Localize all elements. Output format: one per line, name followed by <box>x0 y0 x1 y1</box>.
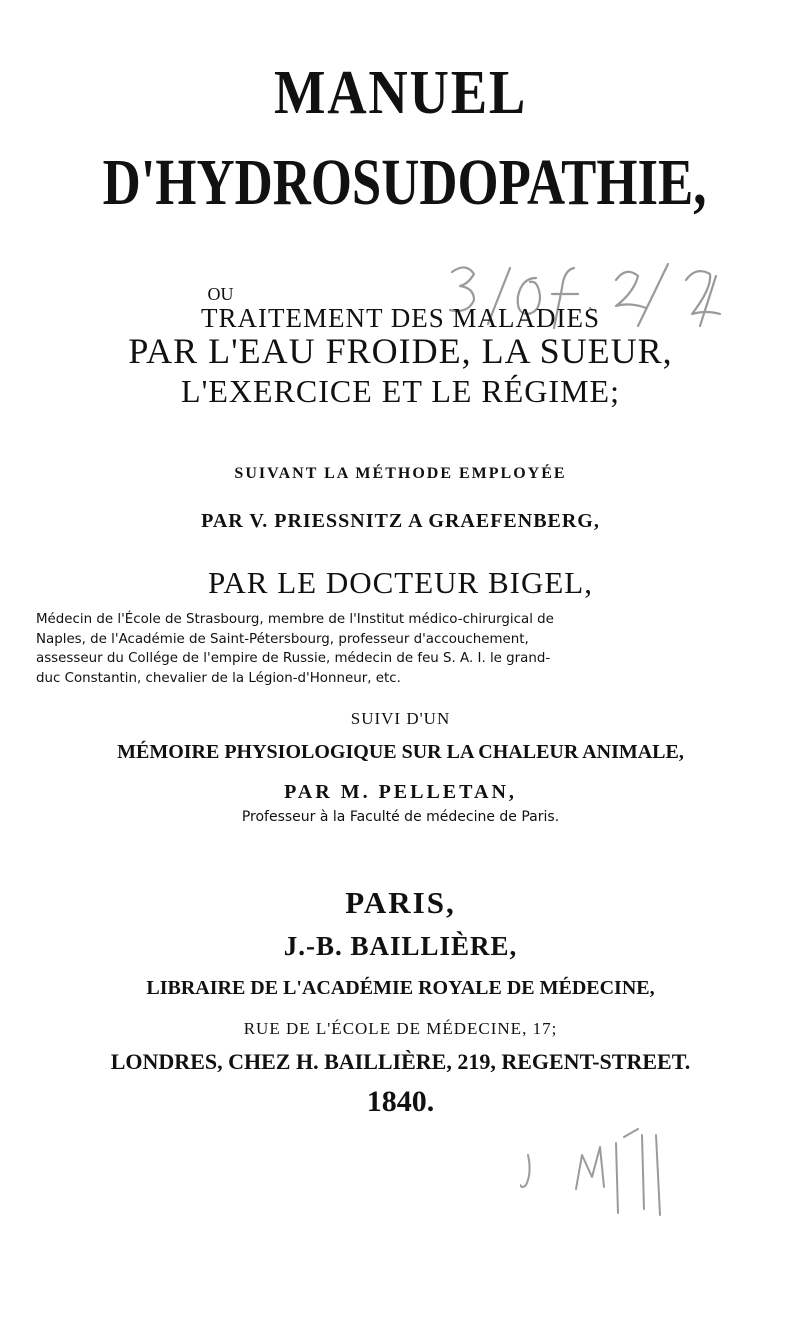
imprint-publisher: J.-B. BAILLIÈRE, <box>283 931 518 961</box>
subtitle-line-3: L'EXERCICE ET LE RÉGIME; <box>181 373 620 409</box>
pelletan-title-line: Professeur à la Faculté de médecine de Paris. <box>241 809 560 825</box>
handwritten-bottom-marks <box>520 1125 690 1225</box>
method-line-1: SUIVANT LA MÉTHODE EMPLOYÉE <box>234 465 567 482</box>
memoire-line: MÉMOIRE PHYSIOLOGIQUE SUR LA CHALEUR ANIMALE, <box>117 741 684 763</box>
author-bio-line: assesseur du Collége de l'empire de Russie, médecin de feu S. A. I. le grand- <box>36 651 551 666</box>
author-bio-line: duc Constantin, chevalier de la Légion-d'Honneur, etc. <box>36 670 401 686</box>
author-bio-line: Médecin de l'École de Strasbourg, membre de l'Institut médico-chirurgical de <box>36 612 554 627</box>
subtitle-line-2: PAR L'EAU FROIDE, LA SUEUR, <box>128 331 673 371</box>
method-line-2: PAR V. PRIESSNITZ A GRAEFENBERG, <box>201 510 600 532</box>
imprint-london: LONDRES, CHEZ H. BAILLIÈRE, 219, REGENT-STREET. <box>110 1049 691 1074</box>
imprint-city: PARIS, <box>345 885 456 920</box>
ou-label: OU <box>207 284 234 304</box>
imprint-libraire: LIBRAIRE DE L'ACADÉMIE ROYALE DE MÉDECINE, <box>146 977 655 999</box>
suivi-line: SUIVI D'UN <box>350 709 451 728</box>
pelletan-line: PAR M. PELLETAN, <box>284 781 517 803</box>
author-line: PAR LE DOCTEUR BIGEL, <box>208 565 593 600</box>
subtitle-line-1: TRAITEMENT DES MALADIES <box>201 303 600 333</box>
title-line-1: MANUEL <box>273 59 528 127</box>
imprint-address: RUE DE L'ÉCOLE DE MÉDECINE, 17; <box>243 1019 558 1038</box>
imprint-year: 1840. <box>366 1085 435 1118</box>
author-bio-line: Naples, de l'Académie de Saint-Pétersbourg, professeur d'accouchement, <box>36 631 529 647</box>
author-bio <box>36 610 764 688</box>
title-line-2: D'HYDROSUDOPATHIE, <box>102 146 707 219</box>
